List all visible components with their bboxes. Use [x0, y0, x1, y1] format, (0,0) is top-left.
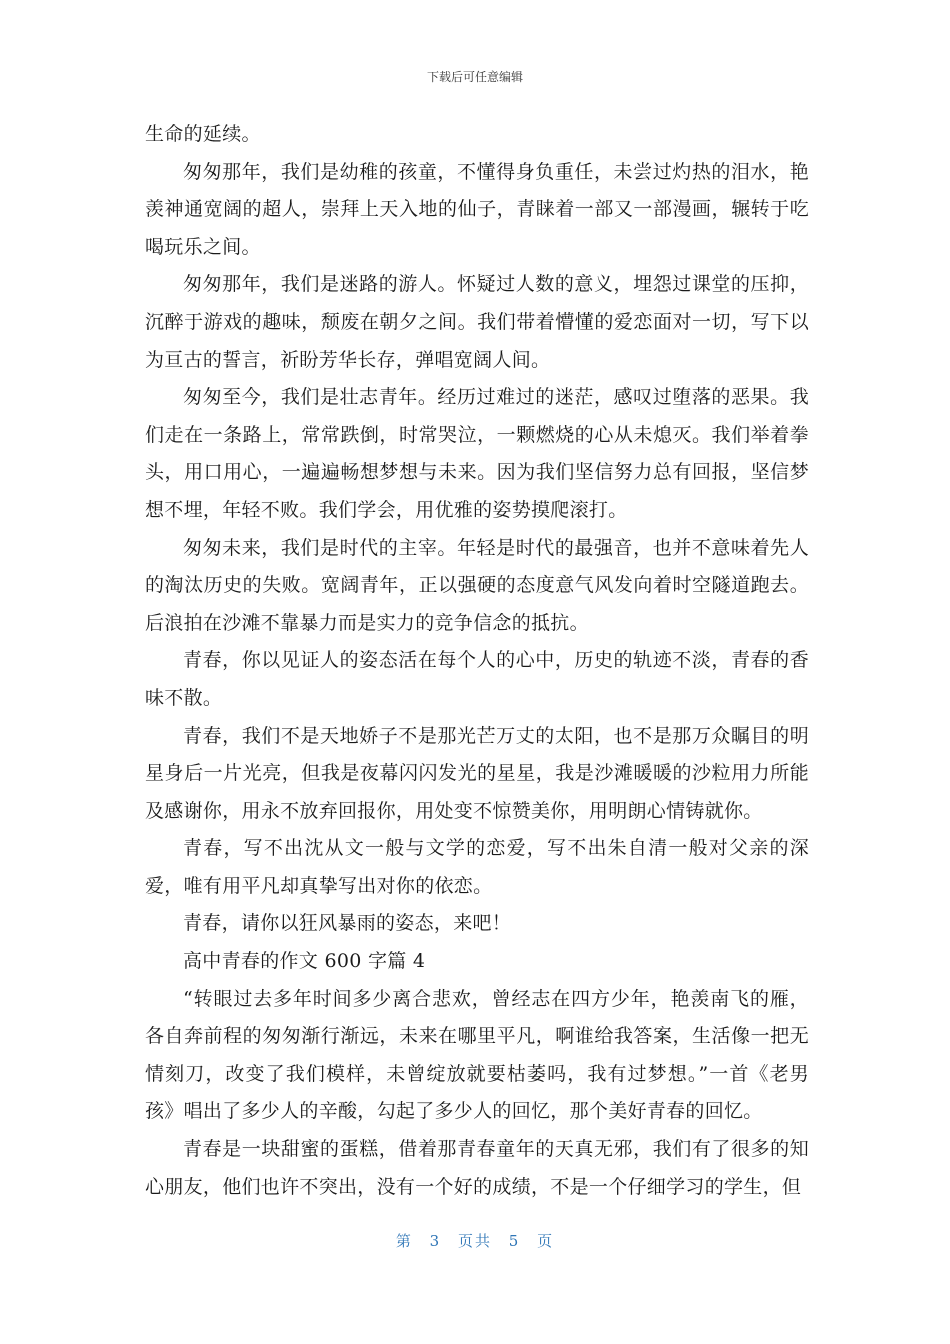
page-header: 下载后可任意编辑	[426, 70, 523, 84]
paragraph: 青春，写不出沈从文一般与文学的恋爱，写不出朱自清一般对父亲的深爱，唯有用平凡却真挚写出对你的依恋。	[145, 837, 809, 897]
paragraph: 青春，我们不是天地娇子不是那光芒万丈的太阳，也不是那万众瞩目的明星身后一片光亮，但我是夜幕闪闪发光的星星，我是沙滩暖暖的沙粒用力所能及感谢你，用永不放弃回报你，用处变不惊赞美你，用明朗心情铸就你。	[145, 724, 809, 822]
paragraph: 匆匆那年，我们是迷路的游人。怀疑过人数的意义，埋怨过课堂的压抑，沉醉于游戏的趣味，颓废在朝夕之间。我们带着懵懂的爱恋面对一切，写下以为亘古的誓言，祈盼芳华长存，弹唱宽阔人间。	[145, 273, 809, 371]
paragraph: 青春，你以见证人的姿态活在每个人的心中，历史的轨迹不淡，青春的香味不散。	[145, 649, 809, 709]
paragraph: 青春，请你以狂风暴雨的姿态，来吧！	[183, 912, 512, 935]
paragraph: 匆匆未来，我们是时代的主宰。年轻是时代的最强音，也并不意味着先人的淘汰历史的失败。宽阔青年，正以强硬的态度意气风发向着时空隧道跑去。后浪拍在沙滩不靠暴力而是实力的竞争信念的抵抗。	[145, 536, 809, 634]
page-footer: 第 3 页共 5 页	[395, 1232, 555, 1250]
section-heading: 高中青春的作文 600 字篇 4	[183, 950, 426, 973]
paragraph: “转眼过去多年时间多少离合悲欢，曾经志在四方少年，艳羡南飞的雁，各自奔前程的匆匆渐行渐远，未来在哪里平凡，啊谁给我答案，生活像一把无情刻刀，改变了我们模样，未曾绽放就要枯萎吗，我有过梦想。”一首《老男孩》唱出了多少人的辛酸，勾起了多少人的回忆，那个美好青春的回忆。	[145, 987, 809, 1123]
paragraph: 生命的延续。	[145, 123, 261, 145]
paragraph: 匆匆至今，我们是壮志青年。经历过难过的迷茫，感叹过堕落的恶果。我们走在一条路上，常常跌倒，时常哭泣，一颗燃烧的心从未熄灭。我们举着拳头，用口用心，一遍遍畅想梦想与未来。因为我们坚信努力总有回报，坚信梦想不埋，年轻不败。我们学会，用优雅的姿势摸爬滚打。	[145, 386, 809, 521]
document-body	[145, 116, 809, 1206]
paragraph: 匆匆那年，我们是幼稚的孩童，不懂得身负重任，未尝过灼热的泪水，艳羡神通宽阔的超人，崇拜上天入地的仙子，青睐着一部又一部漫画，辗转于吃喝玩乐之间。	[145, 160, 809, 258]
paragraph: 青春是一块甜蜜的蛋糕，借着那青春童年的天真无邪，我们有了很多的知心朋友，他们也许不突出，没有一个好的成绩，不是一个仔细学习的学生，但	[145, 1138, 809, 1198]
